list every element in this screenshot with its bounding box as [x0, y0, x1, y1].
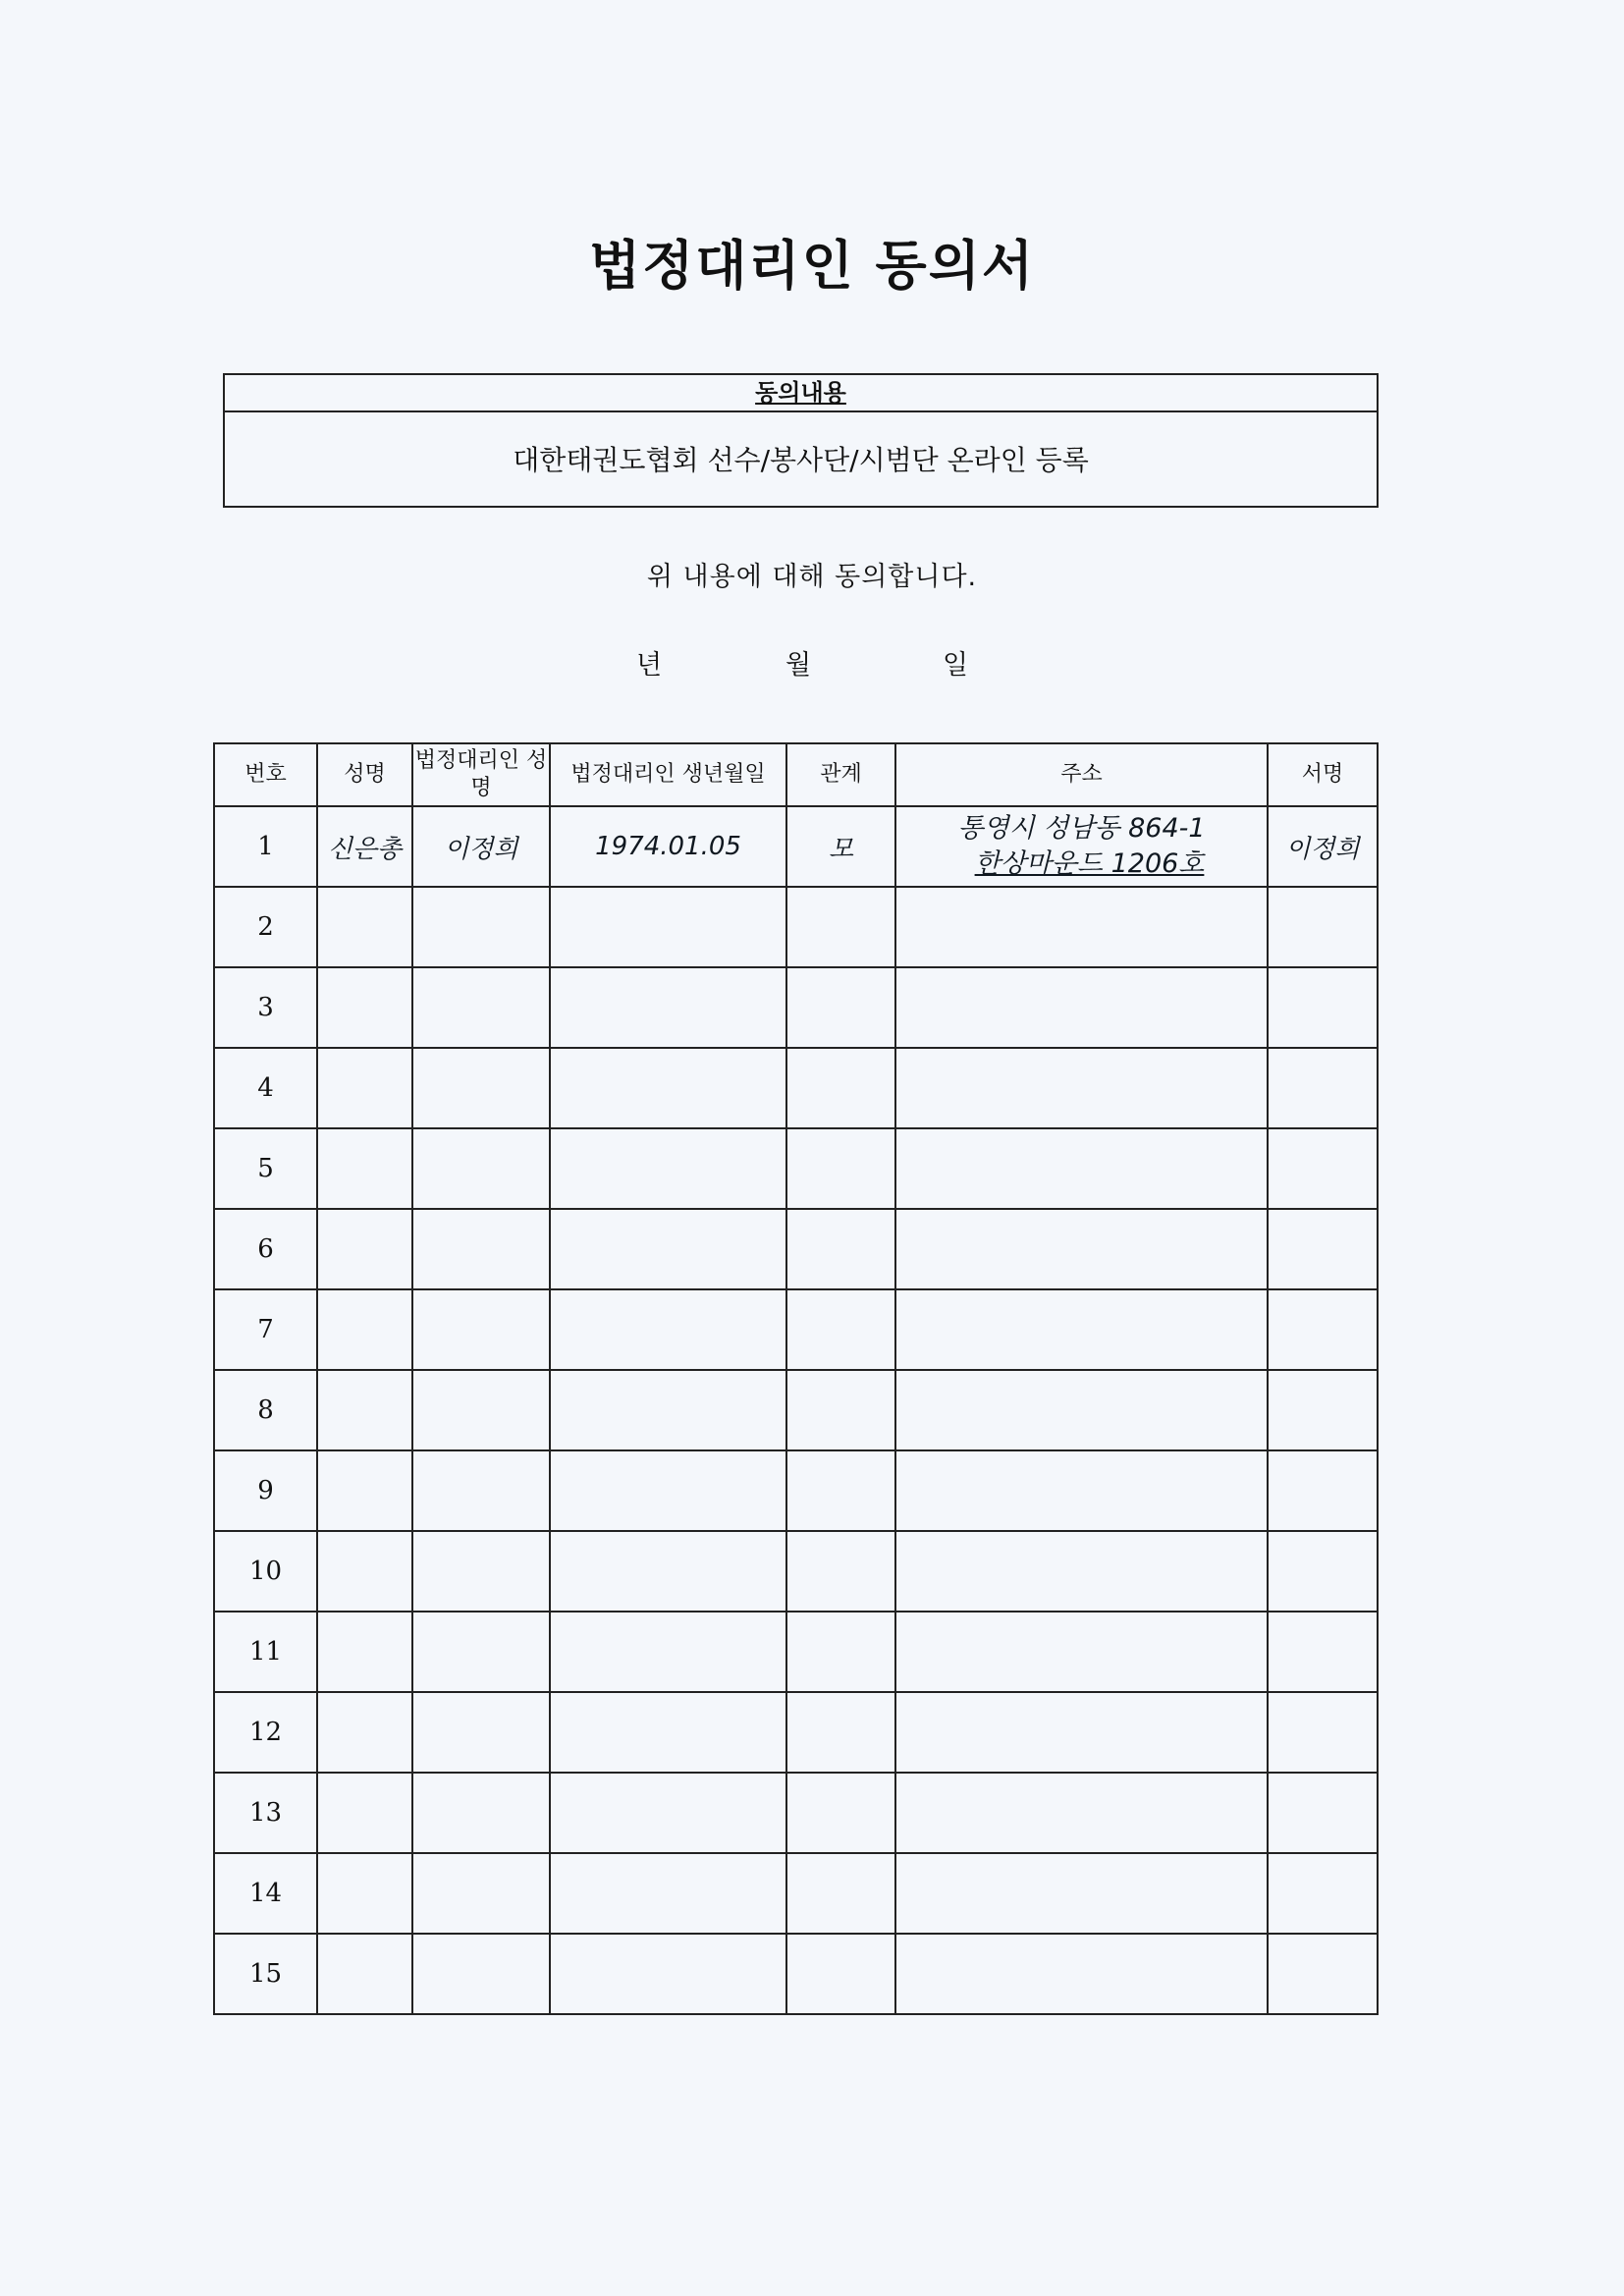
cell-guardian-name — [412, 967, 550, 1048]
table-row — [214, 1289, 1378, 1370]
cell-no: 5 — [214, 1128, 317, 1209]
table-row — [214, 1773, 1378, 1853]
cell-signature — [1268, 1853, 1378, 1934]
cell-name — [317, 1048, 412, 1128]
cell-guardian-name — [412, 1692, 550, 1773]
cell-guardian-birth — [550, 1692, 786, 1773]
cell-relation — [786, 1048, 895, 1128]
cell-name — [317, 1450, 412, 1531]
cell-name — [317, 1853, 412, 1934]
consent-body: 대한태권도협회 선수/봉사단/시범단 온라인 등록 — [513, 444, 1089, 476]
cell-name — [317, 1370, 412, 1450]
cell-no: 3 — [214, 967, 317, 1048]
cell-relation — [786, 1289, 895, 1370]
cell-name: 신은총 — [317, 806, 412, 887]
table-row — [214, 967, 1378, 1048]
cell-guardian-birth: 1974.01.05 — [550, 806, 786, 887]
cell-guardian-birth — [550, 1934, 786, 2014]
header-guardian-birth: 법정대리인 생년월일 — [550, 743, 786, 806]
cell-relation — [786, 1531, 895, 1612]
cell-signature — [1268, 1692, 1378, 1773]
cell-guardian-name — [412, 1612, 550, 1692]
address-line-1: 통영시 성남동 864-1 — [957, 813, 1206, 844]
header-name: 성명 — [317, 743, 412, 806]
date-day-label: 일 — [943, 650, 969, 681]
cell-guardian-name — [412, 887, 550, 967]
cell-guardian-birth — [550, 1531, 786, 1612]
cell-address — [895, 967, 1268, 1048]
table-header-row — [214, 743, 1378, 806]
cell-guardian-birth — [550, 1209, 786, 1289]
cell-guardian-name — [412, 1773, 550, 1853]
table-row — [214, 1853, 1378, 1934]
header-address: 주소 — [895, 743, 1268, 806]
cell-no: 11 — [214, 1612, 317, 1692]
cell-signature — [1268, 1128, 1378, 1209]
cell-address — [895, 1289, 1268, 1370]
cell-address — [895, 1450, 1268, 1531]
cell-no: 7 — [214, 1289, 317, 1370]
cell-no: 1 — [214, 806, 317, 887]
table-row — [214, 1612, 1378, 1692]
cell-signature — [1268, 1612, 1378, 1692]
cell-no: 15 — [214, 1934, 317, 2014]
cell-signature — [1268, 1773, 1378, 1853]
cell-address — [895, 1531, 1268, 1612]
cell-address — [895, 1128, 1268, 1209]
cell-name — [317, 1773, 412, 1853]
cell-guardian-birth — [550, 1853, 786, 1934]
cell-guardian-birth — [550, 1289, 786, 1370]
cell-signature — [1268, 887, 1378, 967]
table-body — [214, 806, 1378, 2014]
cell-no: 4 — [214, 1048, 317, 1128]
consent-header — [225, 375, 1377, 412]
cell-relation — [786, 887, 895, 967]
cell-guardian-name — [412, 1289, 550, 1370]
table-row — [214, 1128, 1378, 1209]
table-row — [214, 1934, 1378, 2014]
cell-relation — [786, 1773, 895, 1853]
cell-guardian-name — [412, 1209, 550, 1289]
cell-relation — [786, 1934, 895, 2014]
cell-relation — [786, 1209, 895, 1289]
cell-signature: 이정희 — [1268, 806, 1378, 887]
cell-name — [317, 967, 412, 1048]
cell-guardian-name — [412, 1370, 550, 1450]
cell-address — [895, 806, 1268, 887]
cell-guardian-birth — [550, 967, 786, 1048]
cell-address — [895, 1934, 1268, 2014]
table-row — [214, 1450, 1378, 1531]
date-month-label: 월 — [785, 650, 812, 681]
cell-address — [895, 1209, 1268, 1289]
table-row — [214, 1531, 1378, 1612]
cell-name — [317, 1934, 412, 2014]
cell-name — [317, 1612, 412, 1692]
cell-signature — [1268, 1209, 1378, 1289]
cell-name — [317, 1692, 412, 1773]
table-row — [214, 887, 1378, 967]
cell-guardian-birth — [550, 887, 786, 967]
table-row — [214, 1370, 1378, 1450]
cell-relation — [786, 1370, 895, 1450]
cell-signature — [1268, 1370, 1378, 1450]
cell-no: 10 — [214, 1531, 317, 1612]
page-title: 법정대리인 동의서 — [588, 235, 1036, 297]
cell-guardian-name — [412, 1853, 550, 1934]
cell-address — [895, 1370, 1268, 1450]
cell-signature — [1268, 1531, 1378, 1612]
table-row — [214, 1209, 1378, 1289]
cell-address — [895, 1692, 1268, 1773]
cell-no: 9 — [214, 1450, 317, 1531]
cell-name — [317, 1209, 412, 1289]
header-relation: 관계 — [786, 743, 895, 806]
cell-signature — [1268, 1934, 1378, 2014]
cell-guardian-name — [412, 1128, 550, 1209]
consent-header-label: 동의내용 — [755, 379, 846, 407]
cell-guardian-name — [412, 1048, 550, 1128]
cell-no: 6 — [214, 1209, 317, 1289]
cell-address — [895, 1773, 1268, 1853]
cell-name — [317, 887, 412, 967]
cell-guardian-name: 이정희 — [412, 806, 550, 887]
cell-guardian-name — [412, 1450, 550, 1531]
cell-guardian-birth — [550, 1128, 786, 1209]
cell-relation — [786, 1128, 895, 1209]
cell-address — [895, 887, 1268, 967]
cell-no: 2 — [214, 887, 317, 967]
cell-relation: 모 — [786, 806, 895, 887]
cell-guardian-birth — [550, 1370, 786, 1450]
guardian-table — [213, 742, 1379, 2015]
cell-guardian-name — [412, 1531, 550, 1612]
cell-no: 8 — [214, 1370, 317, 1450]
table-row — [214, 806, 1378, 887]
cell-signature — [1268, 967, 1378, 1048]
cell-relation — [786, 1450, 895, 1531]
cell-guardian-birth — [550, 1612, 786, 1692]
cell-name — [317, 1128, 412, 1209]
cell-signature — [1268, 1048, 1378, 1128]
cell-relation — [786, 1612, 895, 1692]
date-year-label: 년 — [636, 650, 663, 681]
cell-relation — [786, 967, 895, 1048]
date-row — [0, 643, 1624, 681]
table-row — [214, 1692, 1378, 1773]
cell-signature — [1268, 1289, 1378, 1370]
cell-address — [895, 1612, 1268, 1692]
header-no: 번호 — [214, 743, 317, 806]
header-signature: 서명 — [1268, 743, 1378, 806]
agreement-text: 위 내용에 대해 동의합니다. — [646, 562, 978, 592]
cell-address — [895, 1853, 1268, 1934]
address-line-2: 한상마운드 1206호 — [974, 848, 1205, 879]
cell-name — [317, 1531, 412, 1612]
table-row — [214, 1048, 1378, 1128]
cell-guardian-name — [412, 1934, 550, 2014]
cell-name — [317, 1289, 412, 1370]
header-guardian-name: 법정대리인 성명 — [412, 743, 550, 806]
consent-box — [223, 373, 1379, 508]
cell-no: 12 — [214, 1692, 317, 1773]
cell-no: 14 — [214, 1853, 317, 1934]
cell-guardian-birth — [550, 1773, 786, 1853]
cell-guardian-birth — [550, 1450, 786, 1531]
cell-signature — [1268, 1450, 1378, 1531]
cell-relation — [786, 1692, 895, 1773]
cell-guardian-birth — [550, 1048, 786, 1128]
cell-address — [895, 1048, 1268, 1128]
cell-no: 13 — [214, 1773, 317, 1853]
cell-relation — [786, 1853, 895, 1934]
